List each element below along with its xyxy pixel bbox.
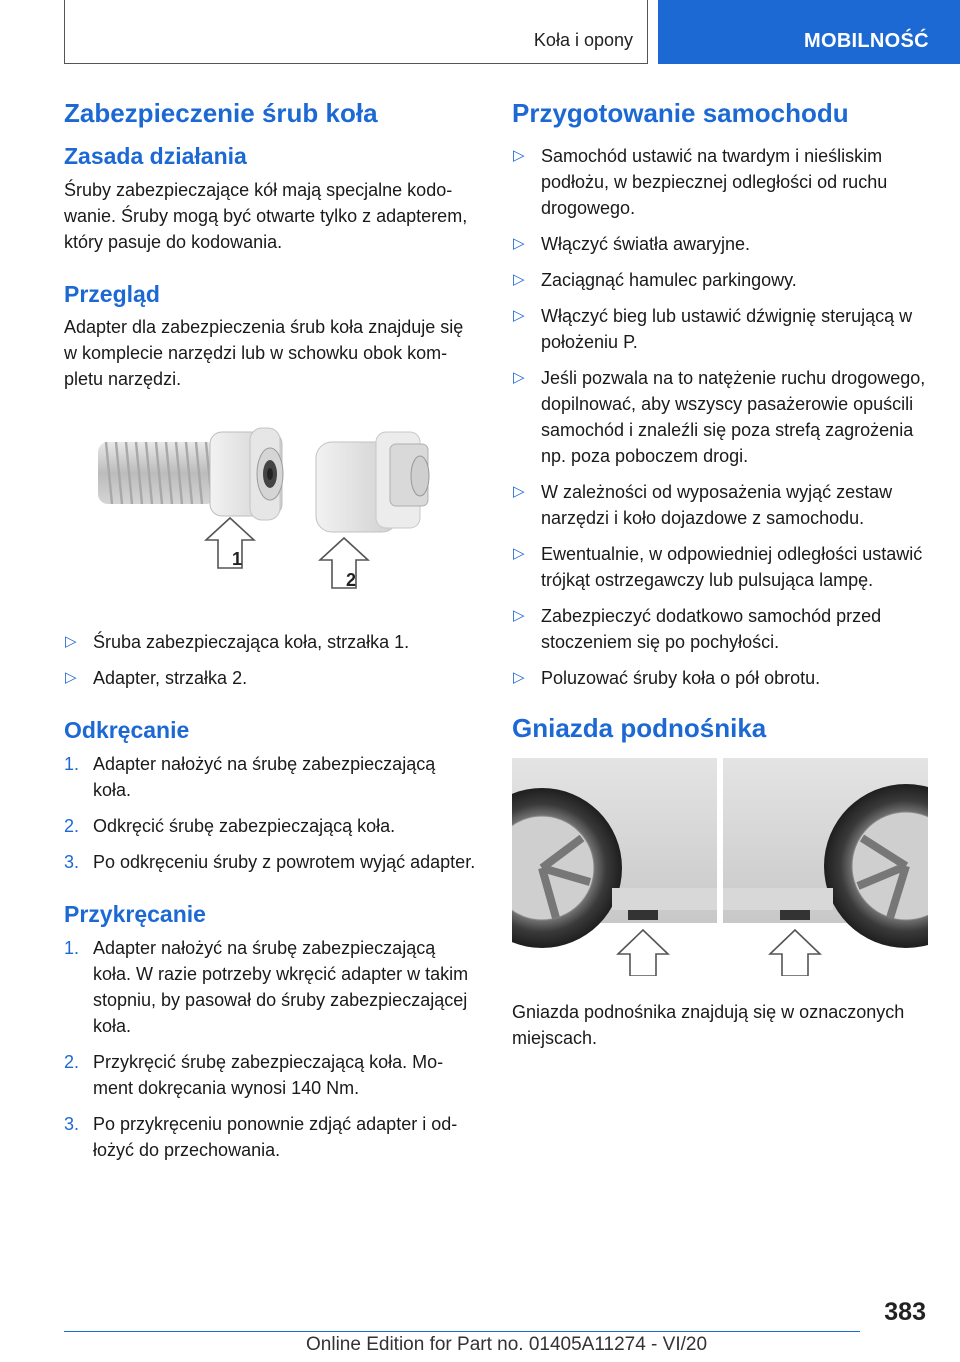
lock-bolt-adapter-figure [64, 420, 476, 605]
jack-points-illustration [512, 758, 928, 976]
triangle-bullet-icon: ▷ [513, 369, 525, 387]
list-item: ▷ Zaciągnąć hamulec parkingowy. [512, 267, 928, 293]
overview-text: Adapter dla zabezpieczenia śrub koła znajduje się w komplecie narzędzi lub w schowku obok kompletu narzędzi. [64, 317, 464, 390]
triangle-bullet-icon: ▷ [65, 633, 77, 651]
heading-tightening: Przykręcanie [64, 900, 206, 927]
triangle-bullet-icon: ▷ [513, 607, 525, 625]
triangle-bullet-icon: ▷ [513, 235, 525, 253]
list-item: ▷ Ewentualnie, w odpowiedniej odległości ustawić trójkąt ostrzegawczy lub pulsująca lampę. [512, 541, 928, 593]
footer-divider [64, 1331, 860, 1332]
heading-jack-points: Gniazda podnośnika [512, 713, 767, 744]
heading-loosening: Odkręcanie [64, 717, 190, 744]
triangle-bullet-icon: ▷ [513, 307, 525, 325]
list-item: ▷ Samochód ustawić na twardym i nieśliskim podłożu, w bezpiecznej odległości od ruchu drogowego. [512, 143, 928, 221]
header-box [64, 0, 648, 64]
list-item: 3. Po odkręceniu śruby z powrotem wyjąć adapter. [64, 851, 476, 872]
overview-list [64, 629, 476, 691]
list-item: ▷ Adapter, strzałka 2. [64, 665, 476, 691]
jack-caption: Gniazda podnośnika znajdują się w oznaczonych miejscach. [512, 1002, 905, 1049]
right-column [512, 98, 928, 1051]
triangle-bullet-icon: ▷ [513, 147, 525, 165]
list-item: 2. Przykręcić śrubę zabezpieczającą koła. Moment dokręcania wynosi 140 Nm. [64, 1051, 444, 1098]
chapter-title: Koła i opony [533, 30, 633, 50]
list-item: 1. Adapter nałożyć na śrubę zabezpieczającą koła. [64, 753, 436, 800]
lock-bolt-adapter-illustration [64, 420, 474, 600]
figure-label-1: 1 [232, 549, 243, 570]
prepare-list [512, 143, 928, 691]
title-wheel-lock: Zabezpieczenie śrub koła [64, 98, 378, 128]
list-item: 2. Odkręcić śrubę zabezpieczającą koła. [64, 815, 396, 836]
triangle-bullet-icon: ▷ [513, 483, 525, 501]
list-item: 3. Po przykręceniu ponownie zdjąć adapter i odłożyć do przechowania. [64, 1113, 458, 1160]
list-item: ▷ Zabezpieczyć dodatkowo samochód przed stoczeniem się po pochyłości. [512, 603, 928, 655]
list-item: 1. Adapter nałożyć na śrubę zabezpieczającą koła. W razie potrzeby wkręcić adapter w takim stopniu, by pasował do śruby zabezpieczającej koła. [64, 937, 469, 1036]
jack-points-figure [512, 758, 928, 981]
loosening-steps [64, 751, 476, 875]
figure-label-2: 2 [346, 570, 357, 591]
triangle-bullet-icon: ▷ [513, 545, 525, 563]
triangle-bullet-icon: ▷ [513, 271, 525, 289]
heading-overview: Przegląd [64, 280, 160, 307]
heading-principle: Zasada działania [64, 143, 247, 170]
edition-line: Online Edition for Part no. 01405A11274 - VI/20 [306, 1334, 708, 1355]
list-item: ▷ W zależności od wyposażenia wyjąć zestaw narzędzi i koło dojazdowe z samochodu. [512, 479, 928, 531]
list-item: ▷ Śruba zabezpieczająca koła, strzałka 1. [64, 629, 476, 655]
heading-prepare-car: Przygotowanie samochodu [512, 98, 849, 128]
list-item: ▷ Włączyć światła awaryjne. [512, 231, 928, 257]
triangle-bullet-icon: ▷ [65, 669, 77, 687]
section-tab: MOBILNOŚĆ [658, 0, 960, 64]
left-column [64, 98, 476, 1173]
list-item: ▷ Jeśli pozwala na to natężenie ruchu drogowego, dopilnować, aby wszyscy pasażerowie opuścili samochód i znaleźli się poza strefą zagrożenia np. poza poboczem drogi. [512, 365, 928, 469]
tightening-steps [64, 935, 476, 1163]
triangle-bullet-icon: ▷ [513, 669, 525, 687]
page-number: 383 [884, 1298, 926, 1326]
principle-text: Śruby zabezpieczające kół mają specjalne kodowanie. Śruby mogą być otwarte tylko z adapterem, który pasuje do kodowania. [64, 179, 468, 252]
list-item: ▷ Poluzować śruby koła o pół obrotu. [512, 665, 928, 691]
list-item: ▷ Włączyć bieg lub ustawić dźwignię sterującą w położeniu P. [512, 303, 928, 355]
